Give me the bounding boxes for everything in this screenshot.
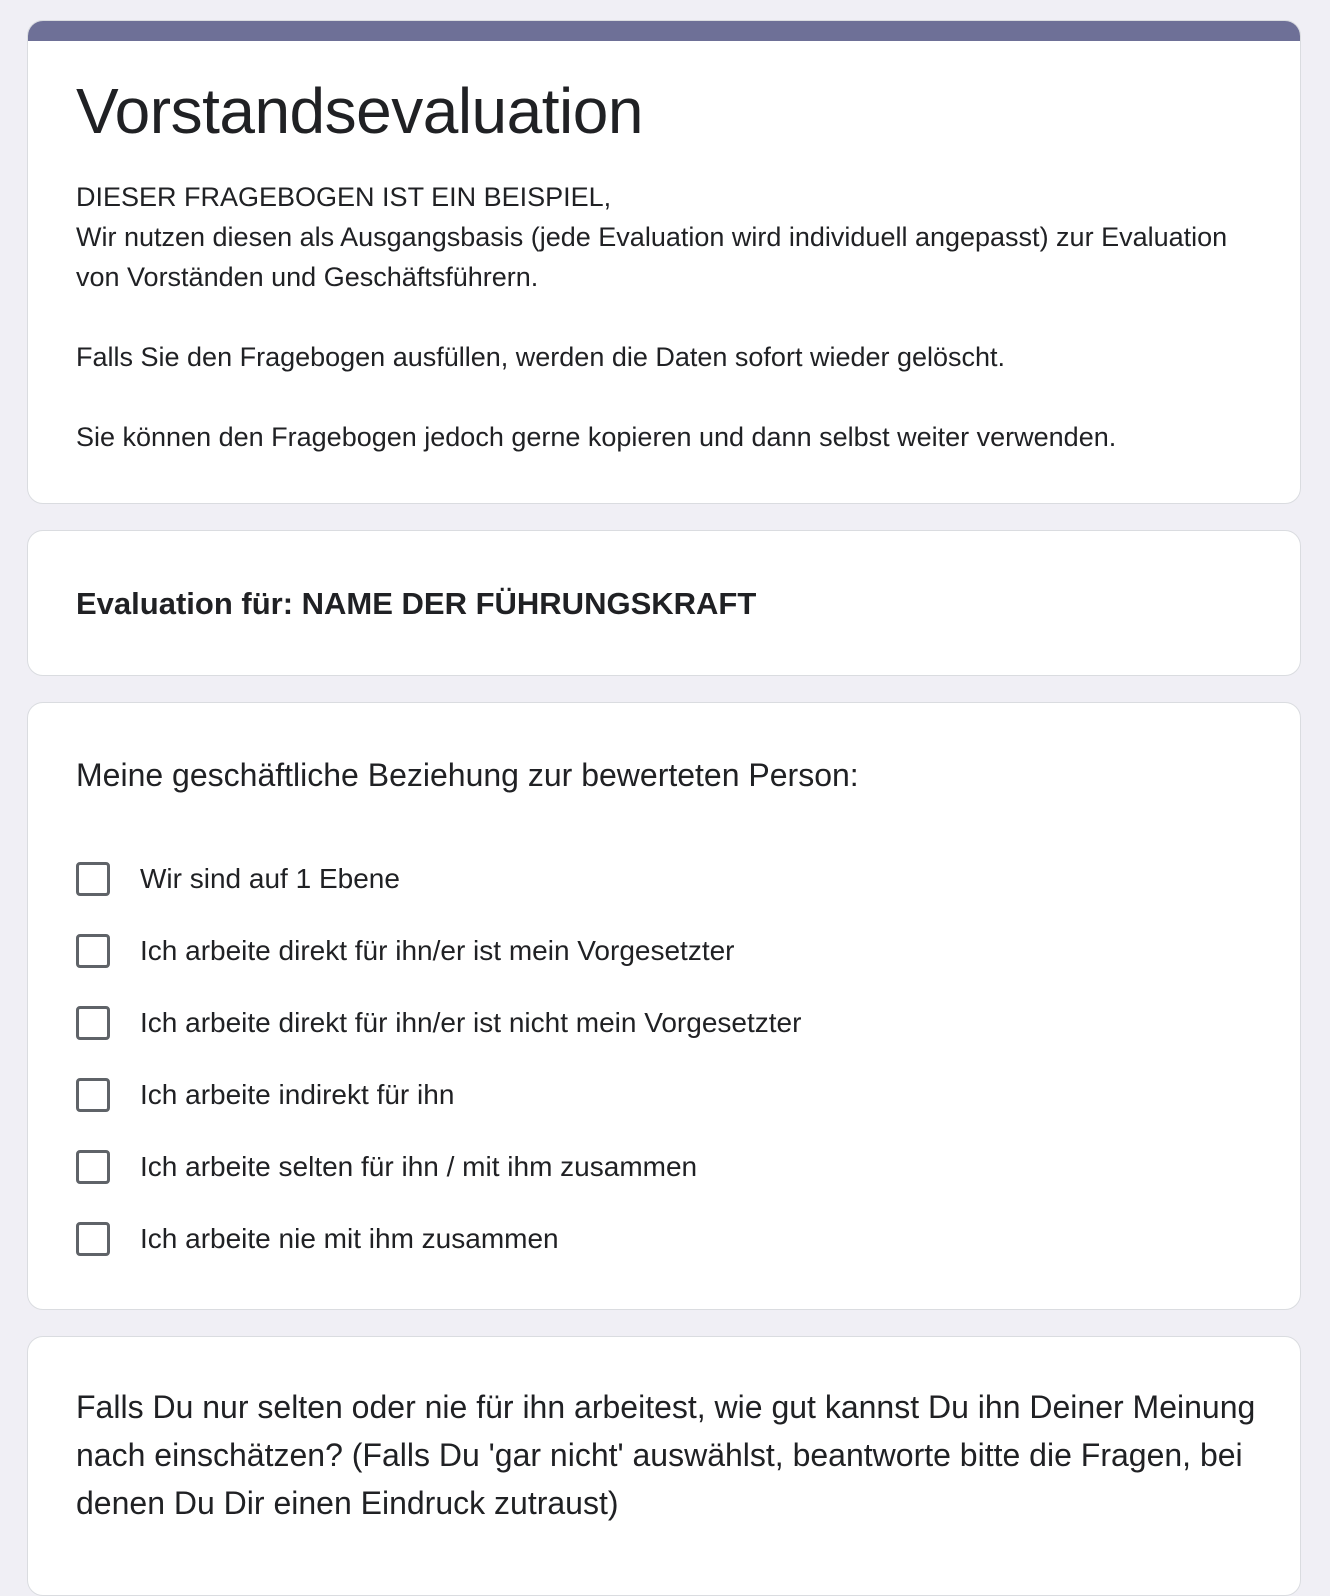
question-title: Falls Du nur selten oder nie für ihn arbeitest, wie gut kannst Du ihn Deiner Meinung nach einschätzen? (Falls Du 'gar nicht' auswählst, beantworte bitte die Fragen, bei denen Du Dir einen Eindruck zutraust) (76, 1389, 1256, 1521)
checkbox-label: Ich arbeite nie mit ihm zusammen (140, 1223, 559, 1254)
checkbox-label: Ich arbeite direkt für ihn/er ist nicht mein Vorgesetzter (140, 1007, 802, 1038)
question-title: Meine geschäftliche Beziehung zur bewerteten Person: (76, 757, 859, 793)
question-card-relationship (27, 702, 1301, 1310)
section-header-card (27, 530, 1301, 676)
checkbox[interactable] (76, 862, 110, 896)
checkbox-option[interactable] (76, 987, 801, 1059)
checkbox[interactable] (76, 1006, 110, 1040)
checkbox-group (76, 843, 801, 1275)
question-card-familiarity (27, 1336, 1301, 1596)
checkbox-option[interactable] (76, 843, 801, 915)
description-line: Falls Sie den Fragebogen ausfüllen, werden die Daten sofort wieder gelöscht. (76, 342, 1006, 372)
description-line: DIESER FRAGEBOGEN IST EIN BEISPIEL, (76, 182, 612, 212)
section-title: Evaluation für: NAME DER FÜHRUNGSKRAFT (76, 586, 757, 621)
checkbox[interactable] (76, 1078, 110, 1112)
checkbox-option[interactable] (76, 1131, 801, 1203)
header-accent-bar (28, 21, 1300, 41)
description-line: Wir nutzen diesen als Ausgangsbasis (jede Evaluation wird individuell angepasst) zur Evaluation von Vorständen und Geschäftsführern. (76, 222, 1228, 292)
checkbox-label: Ich arbeite indirekt für ihn (140, 1079, 455, 1110)
form-description (76, 177, 1256, 457)
description-line: Sie können den Fragebogen jedoch gerne kopieren und dann selbst weiter verwenden. (76, 422, 1117, 452)
checkbox-option[interactable] (76, 915, 801, 987)
checkbox-label: Ich arbeite direkt für ihn/er ist mein Vorgesetzter (140, 935, 735, 966)
checkbox[interactable] (76, 1150, 110, 1184)
checkbox-option[interactable] (76, 1203, 801, 1275)
form-title: Vorstandsevaluation (76, 75, 643, 147)
checkbox-label: Ich arbeite selten für ihn / mit ihm zusammen (140, 1151, 698, 1182)
checkbox[interactable] (76, 1222, 110, 1256)
checkbox-option[interactable] (76, 1059, 801, 1131)
checkbox-label: Wir sind auf 1 Ebene (140, 863, 400, 894)
form-header-card (27, 20, 1301, 504)
checkbox[interactable] (76, 934, 110, 968)
